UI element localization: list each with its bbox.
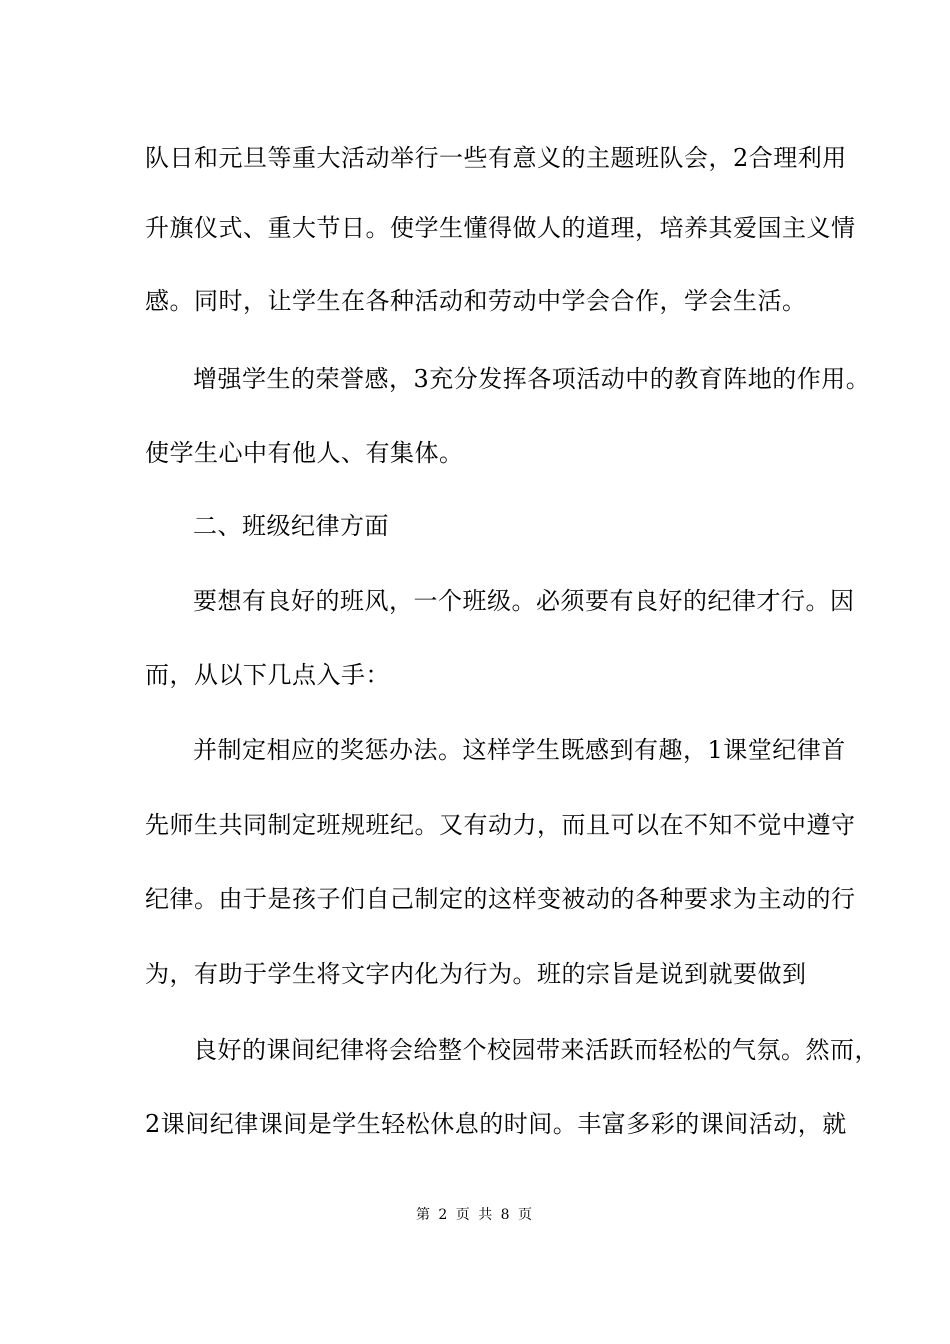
paragraph-line: 使学生心中有他人、有集体。 [145,439,464,467]
section-heading: 二、班级纪律方面 [193,512,389,540]
paragraph-line: 为，有助于学生将文字内化为行为。班的宗旨是说到就要做到 [145,960,807,988]
paragraph-line: 2课间纪律课间是学生轻松休息的时间。丰富多彩的课间活动，就 [145,1110,847,1138]
page-number: 第 2 页 共 8 页 [415,1207,535,1223]
paragraph-line: 而，从以下几点入手： [145,661,390,689]
paragraph-line: 增强学生的荣誉感，3充分发挥各项活动中的教育阵地的作用。 [193,365,871,393]
paragraph-line: 升旗仪式、重大节日。使学生懂得做人的道理，培养其爱国主义情 [145,214,856,242]
paragraph-line: 良好的课间纪律将会给整个校园带来活跃而轻松的气氛。然而， [193,1036,879,1064]
paragraph-line: 纪律。由于是孩子们自己制定的这样变被动的各种要求为主动的行 [145,885,856,913]
paragraph-line: 并制定相应的奖惩办法。这样学生既感到有趣，1课堂纪律首 [193,736,846,764]
paragraph-line: 先师生共同制定班规班纪。又有动力，而且可以在不知不觉中遵守 [145,811,856,839]
paragraph-line: 队日和元旦等重大活动举行一些有意义的主题班队会，2合理利用 [145,144,847,172]
paragraph-line: 感。同时，让学生在各种活动和劳动中学会合作，学会生活。 [145,287,807,315]
paragraph-line: 要想有良好的班风，一个班级。必须要有良好的纪律才行。因 [193,587,855,615]
